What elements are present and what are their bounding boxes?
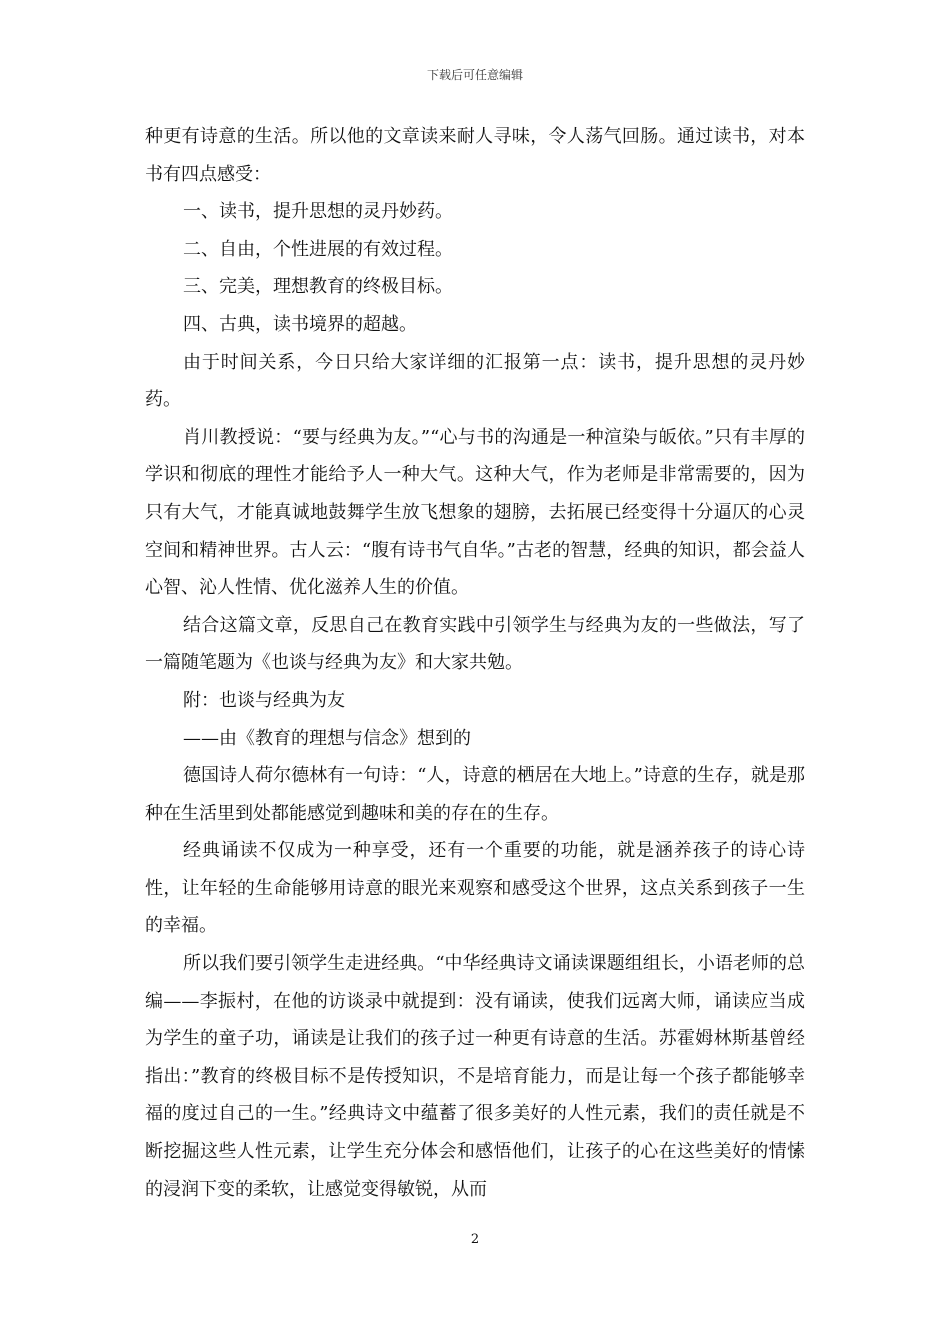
paragraph-reflection: 结合这篇文章，反思自己在教育实践中引领学生与经典为友的一些做法，写了一篇随笔题为《也谈与经典为友》和大家共勉。 (145, 614, 805, 674)
list-item-3: 三、完美，理想教育的终极目标。 (183, 276, 453, 298)
page-number: 2 (470, 1232, 480, 1247)
appendix-title: 附：也谈与经典为友 (183, 689, 345, 711)
list-item-2: 二、自由，个性进展的有效过程。 (183, 238, 453, 260)
paragraph-classic-reading: 经典诵读不仅成为一种享受，还有一个重要的功能，就是涵养孩子的诗心诗性，让年轻的生命能够用诗意的眼光来观察和感受这个世界，这点关系到孩子一生的幸福。 (145, 840, 805, 937)
paragraph-continuation: 种更有诗意的生活。所以他的文章读来耐人寻味，令人荡气回肠。通过读书，对本书有四点感受： (145, 126, 805, 185)
paragraph-holderlin: 德国诗人荷尔德林有一句诗：“人，诗意的栖居在大地上。”诗意的生存，就是那种在生活里到处都能感觉到趣味和美的存在的生存。 (145, 765, 805, 824)
document-body (145, 118, 805, 1208)
paragraph-xiao-chuan: 肖川教授说：“要与经典为友。”“心与书的沟通是一种渲染与皈依。”只有丰厚的学识和彻底的理性才能给予人一种大气。这种大气，作为老师是非常需要的，因为只有大气，才能真诚地鼓舞学生放飞想象的翅膀，去拓展已经变得十分逼仄的心灵空间和精神世界。古人云：“腹有诗书气自华。”古老的智慧，经典的知识，都会益人心智、沁人性情、优化滋养人生的价值。 (145, 426, 805, 599)
list-item-4: 四、古典，读书境界的超越。 (183, 313, 417, 335)
appendix-subtitle: ——由《教育的理想与信念》想到的 (183, 727, 471, 749)
list-item-1: 一、读书，提升思想的灵丹妙药。 (183, 201, 453, 223)
paragraph-guide-students: 所以我们要引领学生走进经典。“中华经典诗文诵读课题组组长，小语老师的总编——李振村，在他的访谈录中就提到：没有诵读，使我们远离大师，诵读应当成为学生的童子功，诵读是让我们的孩子过一种更有诗意的生活。苏霍姆林斯基曾经指出：”教育的终极目标不是传授知识，不是培育能力，而是让每一个孩子都能够幸福的度过自己的一生。”经典诗文中蕴蓄了很多美好的人性元素，我们的责任就是不断挖掘这些人性元素，让学生充分体会和感悟他们，让孩子的心在这些美好的情愫的浸润下变的柔软，让感觉变得敏锐，从而 (145, 953, 805, 1200)
page-header: 下载后可任意编辑 (426, 68, 523, 82)
paragraph-time-note: 由于时间关系，今日只给大家详细的汇报第一点：读书，提升思想的灵丹妙药。 (145, 351, 805, 411)
